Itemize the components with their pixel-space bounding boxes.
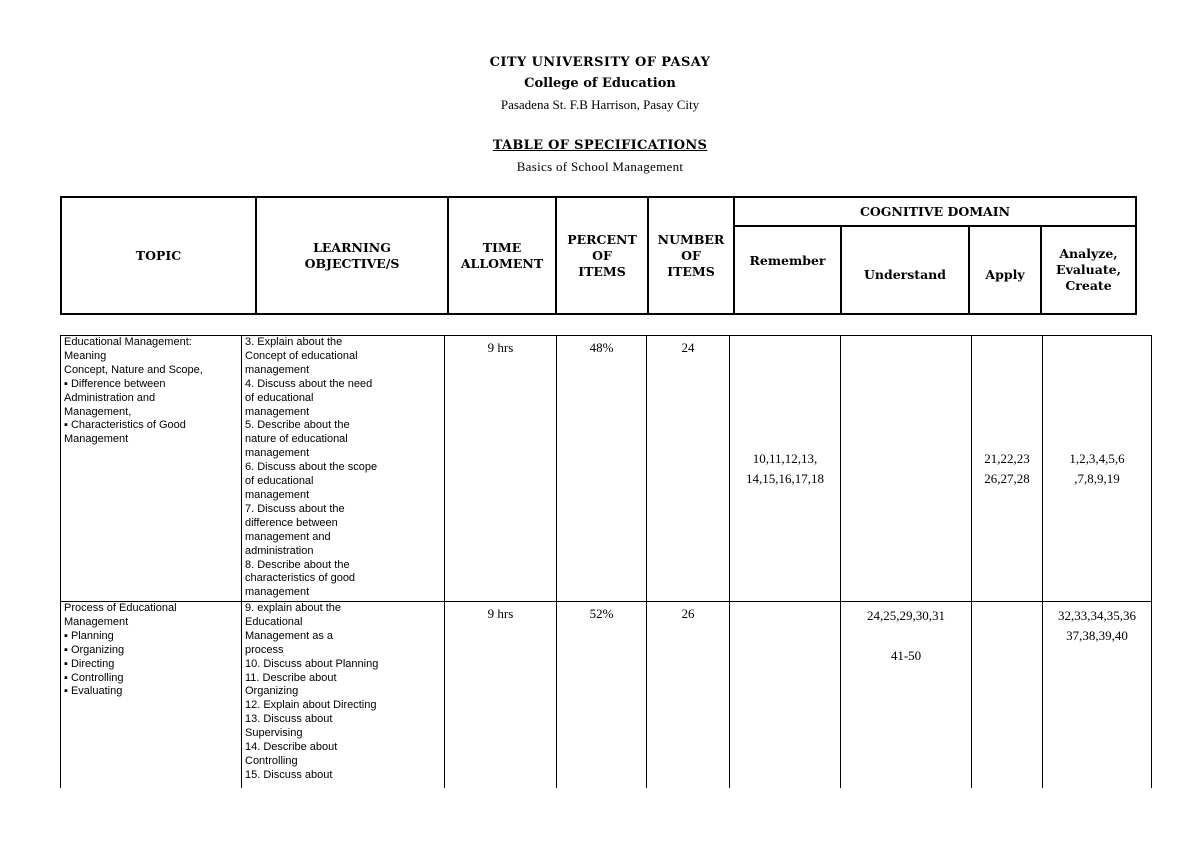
topic-line: Educational Management:	[64, 336, 192, 348]
objective-line: management	[245, 447, 310, 460]
header-analyze-line: Evaluate,	[1056, 262, 1121, 277]
objective-line: of educational	[245, 391, 314, 404]
header-percent-line: PERCENT	[567, 231, 637, 247]
table-row	[61, 602, 1152, 788]
document-title: TABLE OF SPECIFICATIONS	[492, 138, 708, 153]
objective-line: 9. explain about the	[245, 602, 342, 614]
objective-line: management	[245, 586, 310, 599]
topic-cell	[61, 336, 242, 602]
topic-line: ▪ Evaluating	[64, 685, 123, 698]
topic-cell	[61, 602, 242, 788]
objective-line: Organizing	[245, 685, 299, 698]
topic-line: ▪ Difference between	[64, 377, 166, 390]
analyze-items: 1,2,3,4,5,6	[1069, 450, 1125, 466]
topic-line: Process of Educational	[64, 602, 177, 614]
specification-body-table	[60, 335, 1152, 788]
objective-line: management	[245, 363, 310, 376]
time-cell: 9 hrs	[445, 336, 557, 602]
objective-line: administration	[245, 544, 314, 557]
objective-line: 7. Discuss about the	[245, 502, 345, 515]
objective-line: Supervising	[245, 727, 303, 740]
objective-line: 15. Discuss about	[245, 768, 333, 781]
percent-cell: 52%	[557, 602, 647, 788]
header-analyze-line: Analyze,	[1059, 246, 1118, 261]
header-analyze-evaluate-create	[1041, 226, 1136, 314]
table-row	[61, 336, 1152, 602]
header-percent-of-items	[556, 197, 648, 314]
remember-cell	[730, 602, 841, 788]
analyze-items: 37,38,39,40	[1066, 628, 1128, 643]
remember-items: 14,15,16,17,18	[746, 470, 824, 486]
header-objectives-line: OBJECTIVE/S	[304, 255, 400, 271]
objective-line: 3. Explain about the	[245, 336, 343, 348]
objective-line: 4. Discuss about the need	[245, 377, 373, 390]
objective-line: process	[245, 643, 284, 656]
apply-items: 26,27,28	[984, 470, 1030, 486]
header-understand: Understand	[841, 226, 969, 314]
topic-line: Meaning	[64, 349, 107, 362]
analyze-items: ,7,8,9,19	[1074, 470, 1120, 486]
objective-line: difference between	[245, 516, 338, 529]
objective-line: Management as a	[245, 629, 334, 642]
header-number-line: NUMBER	[657, 231, 725, 247]
topic-line: Management	[64, 433, 129, 446]
header-objectives-line: LEARNING	[313, 239, 391, 255]
objective-line: nature of educational	[245, 433, 348, 446]
number-cell: 26	[647, 602, 730, 788]
analyze-items: 32,33,34,35,36	[1058, 608, 1136, 623]
objective-line: 11. Describe about	[245, 671, 337, 684]
time-cell: 9 hrs	[445, 602, 557, 788]
topic-line: ▪ Directing	[64, 657, 115, 670]
understand-cell	[841, 336, 972, 602]
remember-cell	[730, 336, 841, 602]
header-number-line: ITEMS	[667, 263, 715, 279]
header-number-line: OF	[681, 247, 701, 263]
subject-title: Basics of School Management	[516, 159, 684, 174]
objective-line: of educational	[245, 475, 314, 488]
analyze-cell	[1043, 602, 1152, 788]
objective-line: Educational	[245, 615, 303, 628]
topic-line: Administration and	[64, 391, 156, 404]
university-name: CITY UNIVERSITY OF PASAY	[489, 55, 711, 70]
topic-line: ▪ Organizing	[64, 643, 125, 656]
topic-line: ▪ Characteristics of Good	[64, 419, 186, 432]
objective-cell	[242, 336, 445, 602]
address: Pasadena St. F.B Harrison, Pasay City	[500, 97, 700, 112]
header-analyze-line: Create	[1065, 278, 1112, 293]
objective-line: 8. Describe about the	[245, 558, 350, 571]
header-number-of-items	[648, 197, 734, 314]
header-time-line: TIME	[482, 239, 522, 255]
header-percent-line: ITEMS	[578, 263, 626, 279]
understand-items: 41-50	[890, 648, 922, 663]
topic-line: Management,	[64, 405, 132, 418]
understand-items	[844, 626, 968, 646]
objective-line: 14. Describe about	[245, 741, 338, 754]
college-name: College of Education	[524, 76, 676, 91]
header-time-allotment	[448, 197, 556, 314]
objective-line: management and	[245, 530, 331, 543]
topic-line: Management	[64, 615, 129, 628]
topic-line: ▪ Planning	[64, 629, 114, 642]
header-learning-objectives	[256, 197, 448, 314]
apply-cell	[972, 602, 1043, 788]
objective-line: management	[245, 405, 310, 418]
apply-cell	[972, 336, 1043, 602]
understand-items: 24,25,29,30,31	[867, 608, 945, 623]
objective-line: 10. Discuss about Planning	[245, 657, 379, 670]
header-cognitive-domain: COGNITIVE DOMAIN	[734, 197, 1136, 226]
objective-line: 13. Discuss about	[245, 713, 333, 726]
understand-cell	[841, 602, 972, 788]
number-cell: 24	[647, 336, 730, 602]
objective-line: characteristics of good	[245, 572, 356, 585]
topic-line: ▪ Controlling	[64, 671, 124, 684]
header-apply: Apply	[969, 226, 1041, 314]
remember-items: 10,11,12,13,	[752, 450, 818, 466]
analyze-cell	[1043, 336, 1152, 602]
objective-line: management	[245, 488, 310, 501]
objective-line: Concept of educational	[245, 349, 358, 362]
topic-line: Concept, Nature and Scope,	[64, 363, 203, 376]
percent-cell: 48%	[557, 336, 647, 602]
objective-cell	[242, 602, 445, 788]
objective-line: 12. Explain about Directing	[245, 699, 377, 712]
objective-line: 5. Describe about the	[245, 419, 350, 432]
objective-line: 6. Discuss about the scope	[245, 461, 378, 474]
apply-items: 21,22,23	[984, 450, 1030, 466]
specification-header-table	[60, 196, 1137, 315]
header-topic: TOPIC	[61, 197, 256, 314]
header-percent-line: OF	[592, 247, 612, 263]
header-time-line: ALLOMENT	[460, 255, 544, 271]
header-remember: Remember	[734, 226, 841, 314]
objective-line: Controlling	[245, 754, 298, 767]
